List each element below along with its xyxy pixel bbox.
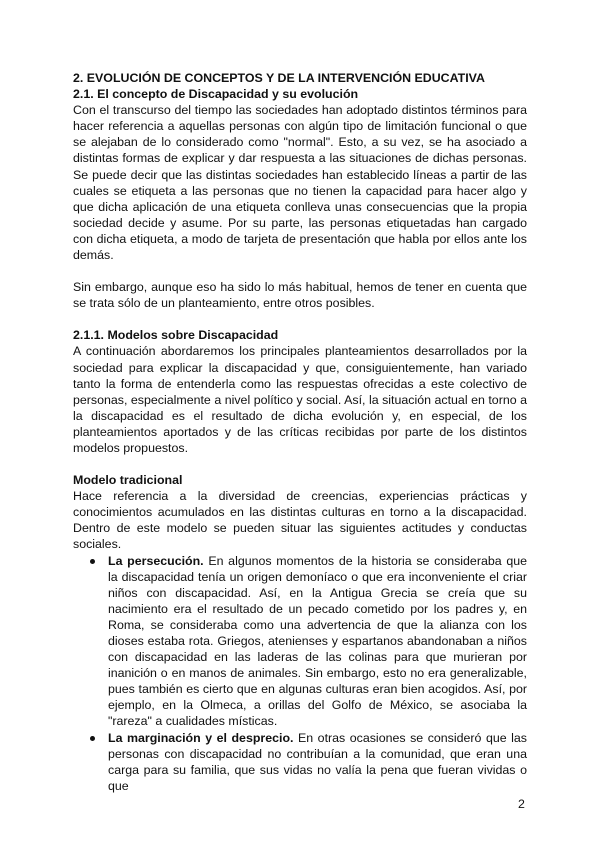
list-item-title: La marginación y el desprecio.	[108, 730, 294, 745]
list-item	[73, 553, 527, 730]
traditional-model-heading: Modelo tradicional	[73, 473, 183, 488]
list-item-title: La persecución.	[108, 553, 204, 568]
page-content	[73, 70, 527, 794]
spacer	[73, 456, 527, 472]
spacer	[73, 311, 527, 327]
paragraph-note: Sin embargo, aunque eso ha sido lo más habitual, hemos de tener en cuenta que se trata sólo de un planteamiento, entre otros posibles.	[73, 280, 527, 311]
models-heading: 2.1.1. Modelos sobre Discapacidad	[73, 328, 279, 343]
list-item	[73, 730, 527, 794]
list-item-text: En algunos momentos de la historia se consideraba que la discapacidad tenía un origen demoníaco o que era inconveniente el criar niños con discapacidad. Así, en la Antigua Grecia se creía que su nacimiento era el resultado de un pecado cometido por los padres y, en Roma, se consideraba como una advertencia de que la alianza con los dioses estaba rota. Griegos, atenienses y espartanos abandonaban a niños con discapacidad en las laderas de las colinas para que murieran por inanición o en manos de animales. Sin embargo, esto no era generalizable, pues también es cierto que en algunas culturas eran bien acogidos. Así, por ejemplo, en la Olmeca, a orillas del Golfo de México, se asociaba la "rareza" a cualidades místicas.	[108, 553, 527, 729]
paragraph-traditional: Hace referencia a la diversidad de creencias, experiencias prácticas y conocimientos acumulados en las distintas culturas en torno a la discapacidad. Dentro de este modelo se pueden situar las siguientes actitudes y conductas sociales.	[73, 489, 527, 552]
bullet-icon	[90, 559, 95, 564]
bullet-icon	[90, 736, 95, 741]
section-heading: 2. EVOLUCIÓN DE CONCEPTOS Y DE LA INTERVENCIÓN EDUCATIVA	[73, 71, 485, 85]
subsection-heading: 2.1. El concepto de Discapacidad y su evolución	[73, 87, 359, 102]
attitudes-list	[73, 553, 527, 794]
list-item-text: En otras ocasiones se consideró que las personas con discapacidad no contribuían a la comunidad, que eran una carga para su familia, que sus vidas no valía la pena que fueran vividas o que	[108, 730, 528, 793]
paragraph-intro: Con el transcurso del tiempo las sociedades han adoptado distintos términos para hacer referencia a aquellas personas con algún tipo de limitación funcional o que se alejaban de lo considerado como "normal". Esto, a su vez, se ha asociado a distintas formas de explicar y dar respuesta a las situaciones de dichas personas. Se puede decir que las distintas sociedades han establecido líneas a partir de las cuales se etiqueta a las personas que no tienen la capacidad para hacer algo y que dicha aplicación de una etiqueta conlleva unas consecuencias que la propia sociedad decide y asume. Por su parte, las personas etiquetadas han cargado con dicha etiqueta, a modo de tarjeta de presentación que habla por ellos ante los demás.	[73, 103, 527, 263]
page-number: 2	[518, 797, 525, 811]
paragraph-models: A continuación abordaremos los principales planteamientos desarrollados por la sociedad para explicar la discapacidad y que, consiguientemente, han variado tanto la forma de entenderla como las respuestas ofrecidas a este colectivo de personas, especialmente a nivel político y social. Así, la situación actual en torno a la discapacidad es el resultado de dicha evolución y, en especial, de los planteamientos aportados y de las críticas recibidas por parte de los distintos modelos propuestos.	[73, 344, 527, 455]
spacer	[73, 263, 527, 279]
